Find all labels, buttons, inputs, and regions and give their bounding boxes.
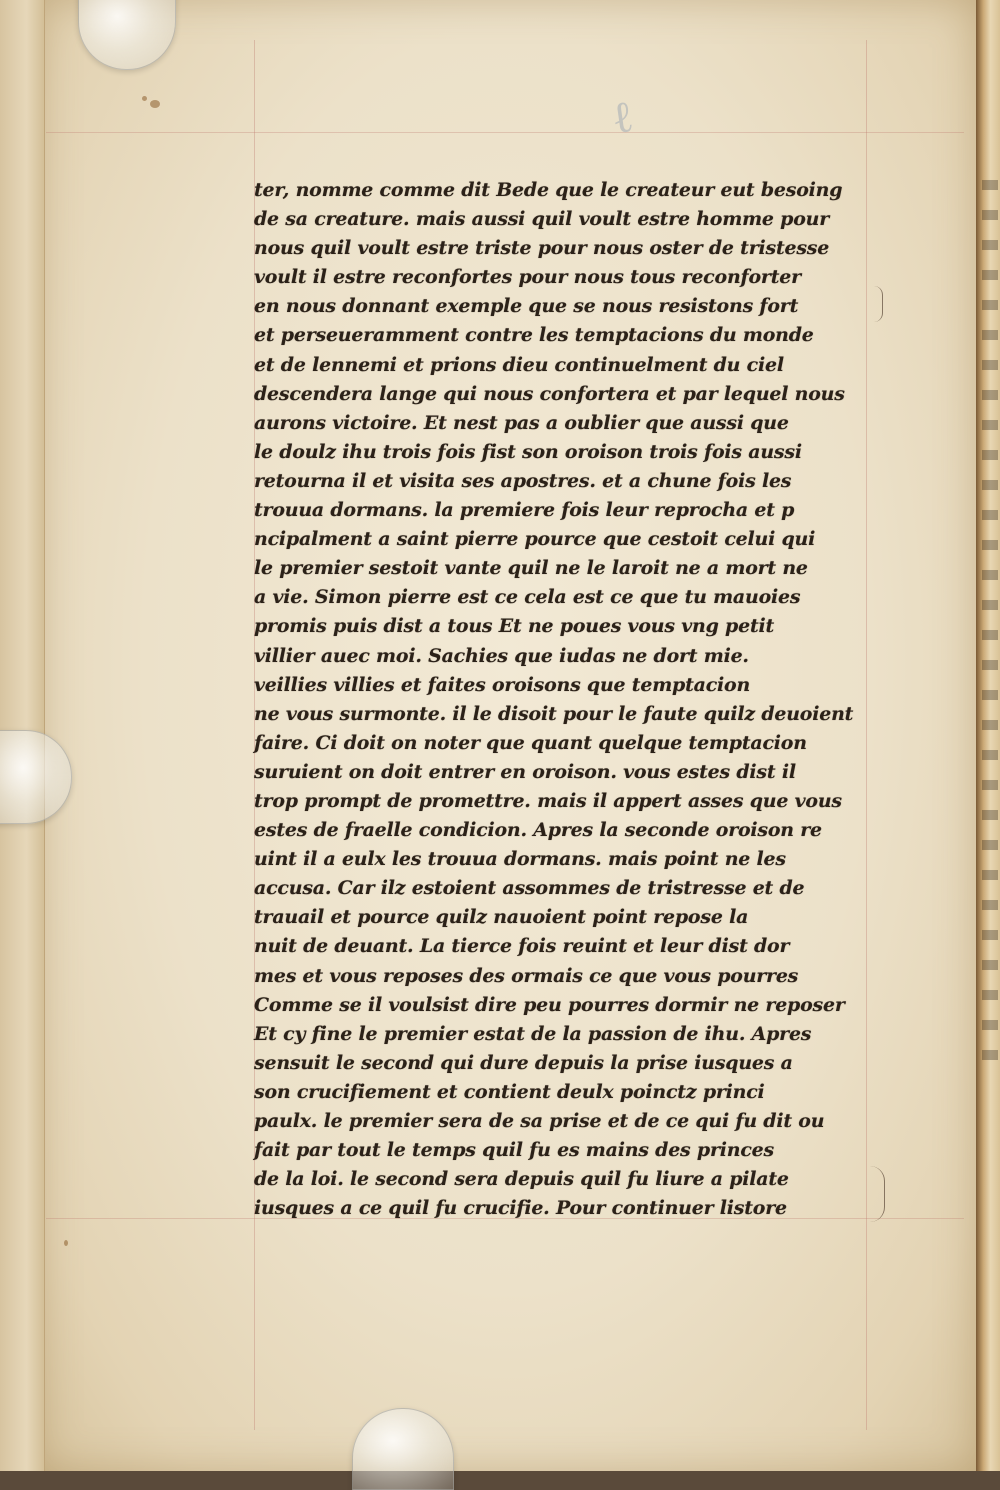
stain-mark — [142, 96, 147, 101]
text-line: faire. Ci doit on noter que quant quelque temptacion — [254, 731, 807, 754]
text-line: ter, nomme comme dit Bede que le createur eut besoing — [254, 179, 843, 201]
text-line: et de lennemi et prions dieu continuelment du ciel — [254, 353, 784, 376]
text-line: sensuit le second qui dure depuis la prise iusques a — [254, 1051, 793, 1074]
text-line: et perseueramment contre les temptacions du monde — [254, 324, 814, 347]
text-line: trop prompt de promettre. mais il appert asses que vous — [254, 789, 842, 812]
adjacent-page-edge — [976, 0, 1000, 1471]
text-line: aurons victoire. Et nest pas a oublier que aussi que — [254, 411, 789, 434]
adjacent-page-text-fragments — [982, 180, 998, 1080]
text-line: de sa creature. mais aussi quil voult estre homme pour — [254, 208, 830, 231]
text-line: de la loi. le second sera depuis quil fu liure a pilate — [254, 1168, 789, 1191]
text-line: retourna il et visita ses apostres. et a chune fois les — [254, 469, 792, 492]
text-line: descendera lange qui nous confortera et par lequel nous — [254, 382, 845, 405]
text-line: en nous donnant exemple que se nous resistons fort — [254, 295, 799, 318]
text-line: a vie. Simon pierre est ce cela est ce que tu mauoies — [254, 586, 801, 609]
manuscript-text-block — [254, 176, 884, 1223]
text-line: fait par tout le temps quil fu es mains des princes — [254, 1139, 774, 1162]
ruling-line-top — [46, 132, 964, 133]
text-line: villier auec moi. Sachies que iudas ne dort mie. — [254, 644, 749, 667]
text-line: uint il a eulx les trouua dormans. mais point ne les — [254, 848, 786, 871]
text-line: nuit de deuant. La tierce fois reuint et leur dist dor — [254, 935, 790, 958]
text-line: paulx. le premier sera de sa prise et de ce qui fu dit ou — [254, 1110, 825, 1132]
text-line: promis puis dist a tous Et ne poues vous vng petit — [254, 615, 775, 638]
text-line: ncipalment a saint pierre pource que cestoit celui qui — [254, 528, 816, 551]
text-line: mes et vous reposes des ormais ce que vous pourres — [254, 964, 799, 987]
text-line: voult il estre reconfortes pour nous tous reconforter — [254, 266, 801, 289]
text-line: accusa. Car ilz estoient assommes de tristresse et de — [254, 877, 805, 900]
text-line: ne vous surmonte. il le disoit pour le faute quilz deuoient — [254, 702, 854, 725]
pencil-folio-mark: ℓ — [608, 90, 637, 145]
text-line: veillies villies et faites oroisons que temptacion — [254, 673, 751, 696]
text-line: trauail et pource quilz nauoient point repose la — [254, 906, 749, 929]
text-line: Comme se il voulsist dire peu pourres dormir ne reposer — [254, 993, 845, 1016]
text-line: le doulz ihu trois fois fist son oroison trois fois aussi — [254, 440, 802, 463]
text-line: estes de fraelle condicion. Apres la seconde oroison re — [254, 819, 822, 842]
stain-mark — [150, 100, 160, 108]
stain-mark — [64, 1240, 68, 1246]
text-line: suruient on doit entrer en oroison. vous estes dist il — [254, 760, 796, 783]
text-line: trouua dormans. la premiere fois leur reprocha et p — [254, 499, 795, 522]
text-line: son crucifiement et contient deulx poinctz princi — [254, 1080, 765, 1103]
text-line: iusques a ce quil fu crucifie. Pour continuer listore — [254, 1197, 787, 1220]
text-line: le premier sestoit vante quil ne le laroit ne a mort ne — [254, 557, 808, 580]
text-line: Et cy fine le premier estat de la passion de ihu. Apres — [254, 1022, 812, 1045]
text-line: nous quil voult estre triste pour nous oster de tristesse — [254, 237, 830, 260]
